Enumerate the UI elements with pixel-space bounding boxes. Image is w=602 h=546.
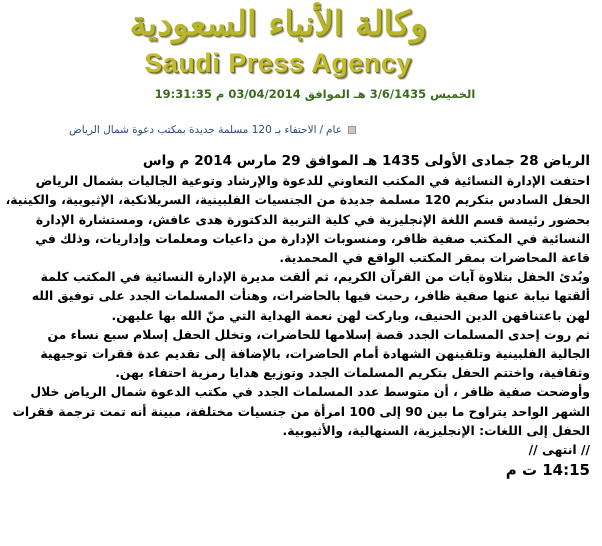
bullet-icon bbox=[348, 126, 356, 134]
agency-logo-english: Saudi Press Agency bbox=[144, 48, 412, 78]
article-paragraph: وبُدئ الحفل بتلاوة آيات من القرآن الكريم، ثم ألقت مديرة الإدارة النسائية في المكتب كلمة ألقتها نيابة عنها صفية ظافر، رحبت فيها بالحاضرات، وهنأت المسلمات الجدد على توفيق الله لهن باعتناقهن الدين الحنيف، وباركت لهن نعمة الهداية التي منّ الله بها عليهن. bbox=[31, 269, 590, 323]
breadcrumb bbox=[69, 122, 356, 138]
article-paragraph: ثم روت إحدى المسلمات الجدد قصة إسلامها للحاضرات، وتخلل الحفل إسلام سبع نساء من الجالية الفلبينية وتلقينهن الشهادة أمام الحاضرات، بالإضافة إلى تقديم عدة فقرات توجيهية وثقافية، واختتم الحفل بتكريم المسلمات الجدد وتوزيع هدايا رمزية احتفاء بهن. bbox=[40, 326, 590, 381]
masthead bbox=[0, 0, 602, 110]
article-lead: الرياض 28 جمادى الأولى 1435 هـ الموافق 29 مارس 2014 م واس bbox=[142, 153, 590, 169]
breadcrumb-section[interactable]: عام bbox=[326, 124, 342, 136]
agency-logo-arabic: وكالة الأنباء السعودية bbox=[129, 4, 427, 44]
dateline: الخميس 3/6/1435 هـ الموافق 03/04/2014 م 19:31:35 bbox=[154, 87, 476, 101]
article-paragraph: احتفت الإدارة النسائية في المكتب التعاوني للدعوة والإرشاد وتوعية الجاليات بشمال الرياض الحفل السادس بتكريم 120 مسلمة جديدة من الجنسيات الفلبينية، السريلانكية، الإثيوبية، والكينية، بحضور رئيسة قسم اللغة الإنجليزية في كلية التربية الدكتورة هدى عافش، ومستشارة الإدارة النسائية في المكتب صفية ظافر، ومنسوبات الإدارة من داعيات ومعلمات وإداريات، وذلك في قاعة المحاضرات بمقر المكتب الواقع في المحمدية. bbox=[5, 173, 590, 266]
article-body bbox=[4, 152, 590, 481]
breadcrumb-separator: / bbox=[319, 124, 324, 136]
article-end-mark: // انتهى // bbox=[528, 442, 590, 458]
article-time: 14:15 ت م bbox=[505, 461, 590, 480]
article-paragraph: وأوضحت صفية ظافر ، أن متوسط عدد المسلمات الجدد في مكتب الدعوة شمال الرياض خلال الشهر الواحد يتراوح ما بين 90 إلى 100 امرأة من جنسيات مختلفة، مبينة أنه تمت ترجمة فقرات الحفل إلى اللغات: الإنجليزية، السنهالية، والأثيوبية. bbox=[12, 384, 590, 438]
breadcrumb-headline: الاحتفاء بـ 120 مسلمة جديدة بمكتب دعوة شمال الرياض bbox=[69, 124, 317, 136]
